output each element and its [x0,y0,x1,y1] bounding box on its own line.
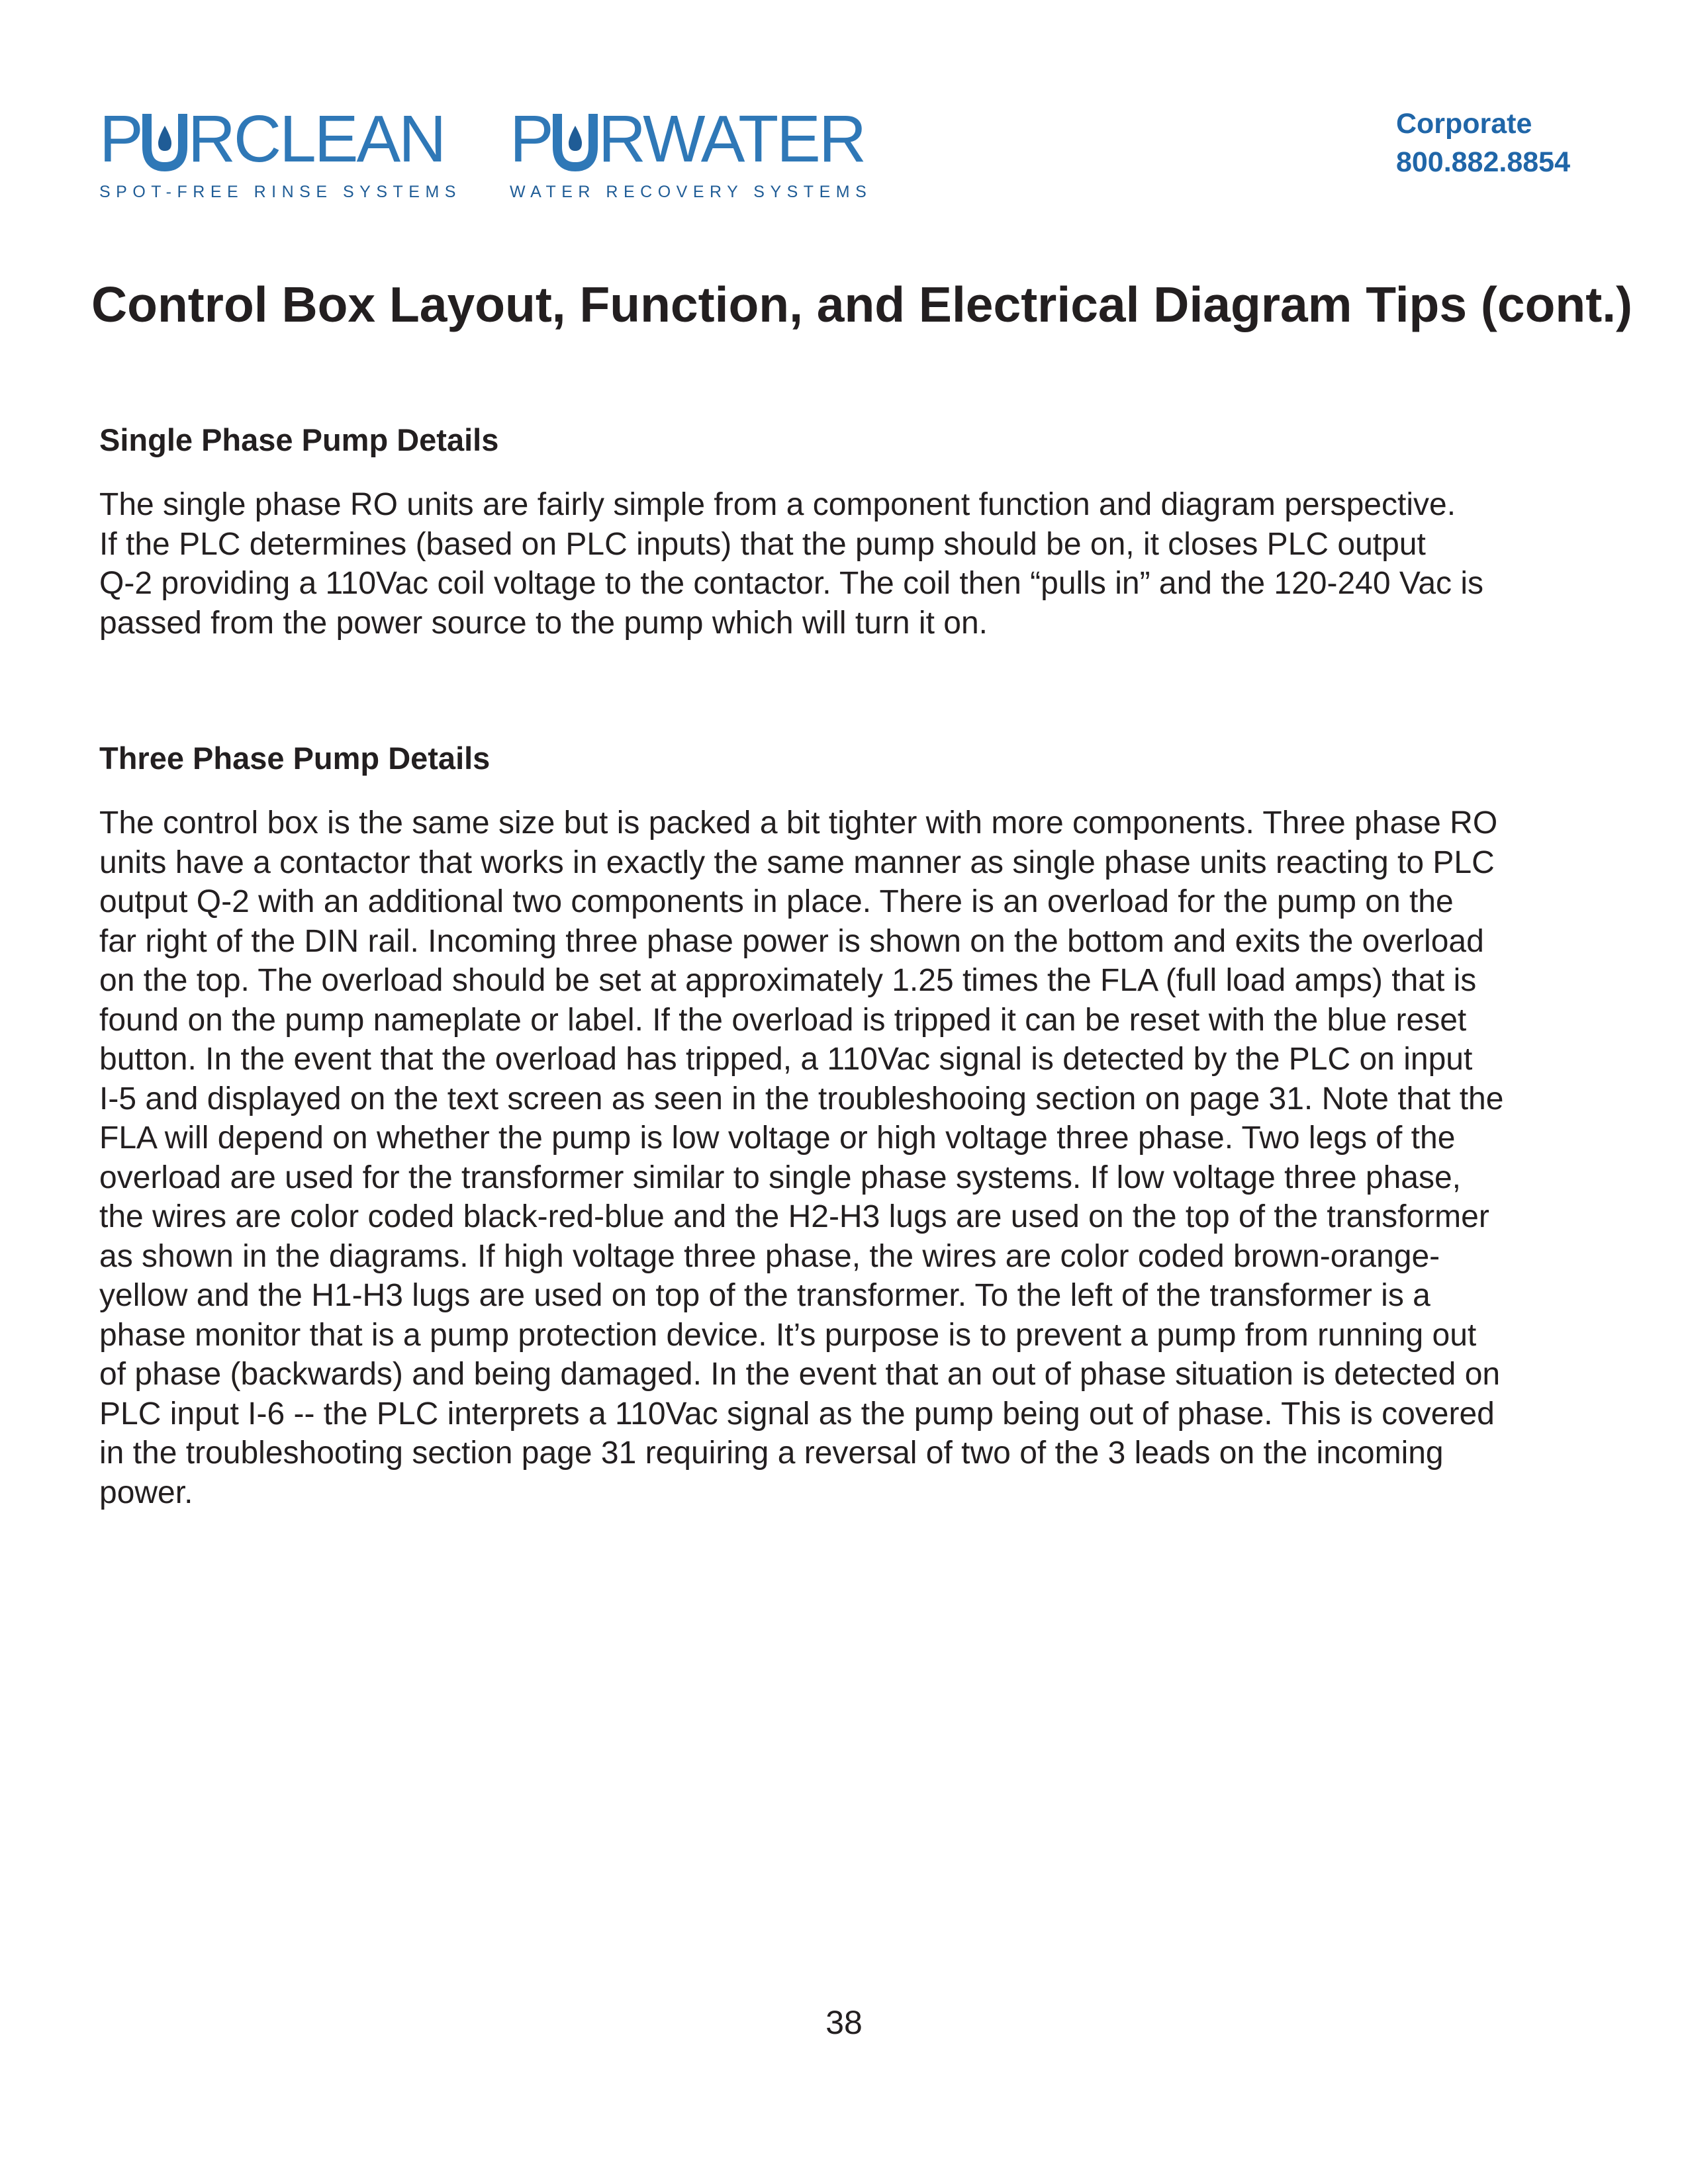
section-body: The control box is the same size but is packed a bit tighter with more components. Three phase RO units have a contactor that works in exactly the same manner as single phase units reacting to PLC output Q-2 with an additional two components in place. There is an overload for the pump on the far right of the DIN rail. Incoming three phase power is shown on the bottom and exits the overload on the top. The overload should be set at approximately 1.25 times the FLA (full load amps) that is found on the pump nameplate or label. If the overload is tripped it can be reset with the blue reset button. In the event that the overload has tripped, a 110Vac signal is detected by the PLC on input I-5 and displayed on the text screen as seen in the troubleshooing section on page 31. Note that the FLA will depend on whether the pump is low voltage or high voltage three phase. Two legs of the overload are used for the transformer similar to single phase systems. If low voltage three phase, the wires are color coded black-red-blue and the H2-H3 lugs are used on the top of the transformer as shown in the diagrams. If high voltage three phase, the wires are color coded brown-orange- yellow and the H1-H3 lugs are used on top of the transformer. To the left of the transformer is a phase monitor that is a pump protection device. It’s purpose is to prevent a pump from running out of phase (backwards) and being damaged. In the event that an out of phase situation is detected on PLC input I-6 -- the PLC interprets a 110Vac signal as the pump being out of phase. This is covered in the troubleshooting section page 31 requiring a reversal of two of the 3 leads on the incoming power. [99,805,1504,1510]
section-heading: Three Phase Pump Details [99,741,491,776]
purclean-wordmark [99,102,457,176]
purclean-logo [99,102,461,202]
corporate-contact [1396,105,1570,181]
water-drop-u-icon [552,106,598,172]
page-title: Control Box Layout, Function, and Electrical Diagram Tips (cont.) [91,277,1633,332]
purwater-wordmark [510,102,887,176]
section-single-phase [99,422,1595,643]
purwater-wordmark-initial: P [510,102,552,176]
section-body: The single phase RO units are fairly simple from a component function and diagram perspective. If the PLC determines (based on PLC inputs) that the pump should be on, it closes PLC output Q-2 providing a 110Vac coil voltage to the contactor. The coil then “pulls in” and the 120-240 Vac is passed from the power source to the pump which will turn it on. [99,487,1484,641]
purclean-tagline: SPOT-FREE RINSE SYSTEMS [99,183,461,201]
purwater-wordmark-rest: RWATER [598,102,865,176]
water-drop-u-icon [142,106,188,172]
purclean-wordmark-initial: P [99,102,142,176]
purclean-wordmark-rest: RCLEAN [187,102,445,176]
page-number: 38 [825,2004,863,2041]
corporate-label: Corporate [1395,108,1532,140]
purwater-logo [510,102,887,202]
purwater-tagline: WATER RECOVERY SYSTEMS [510,183,872,201]
section-heading: Single Phase Pump Details [99,422,499,457]
corporate-phone: 800.882.8854 [1395,146,1570,178]
section-three-phase [99,740,1595,1512]
